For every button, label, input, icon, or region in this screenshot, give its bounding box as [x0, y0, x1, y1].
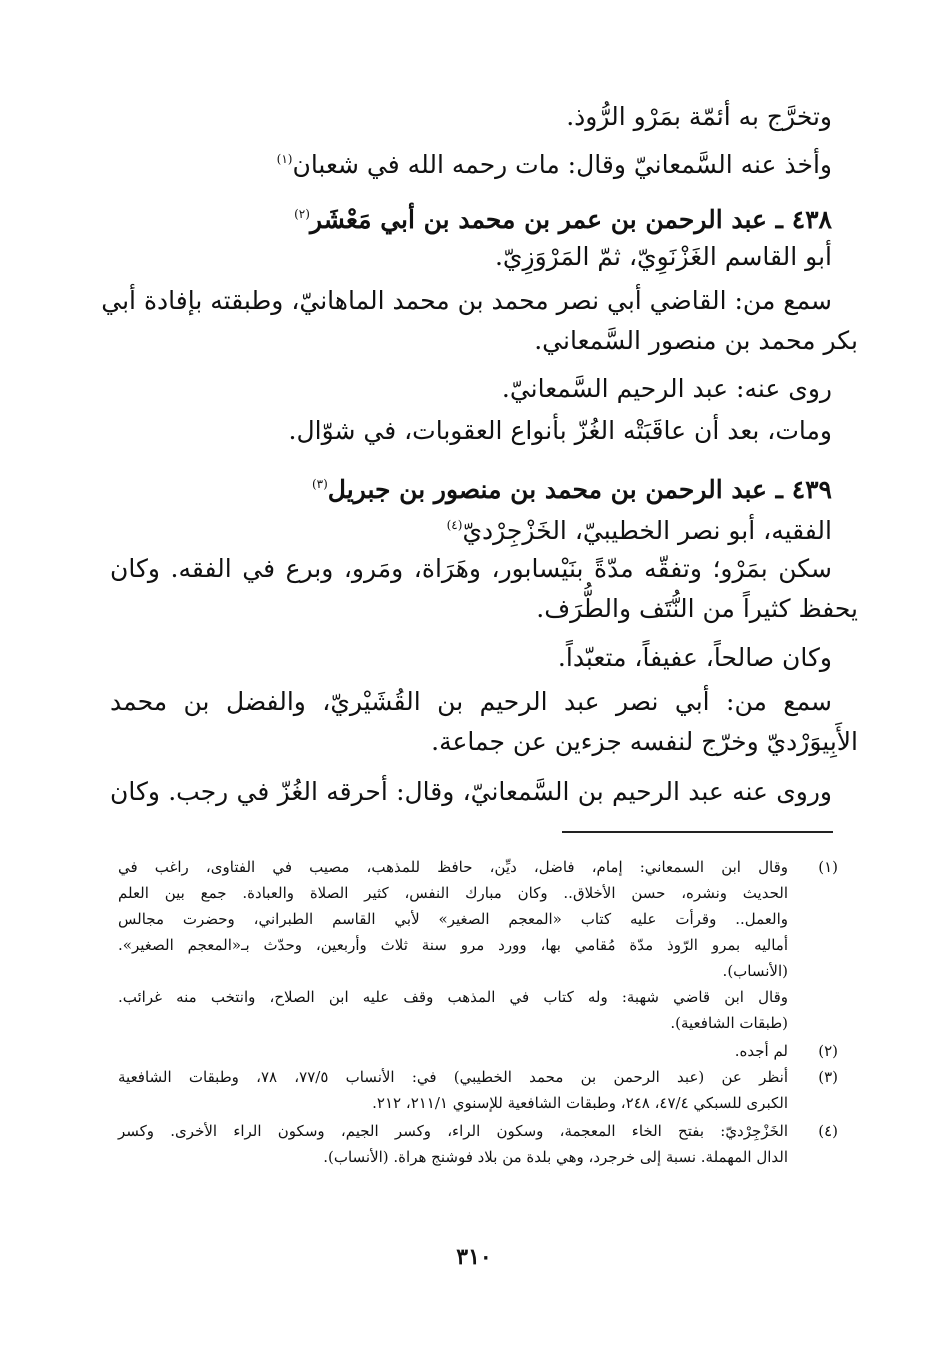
footnote-ref: (٣): [311, 477, 328, 491]
text-line: وكان صالحاً، عفيفاً، متعبّداً.: [557, 643, 832, 672]
page-number: ٣١٠: [456, 1244, 492, 1270]
text-line: وروى عنه عبد الرحيم بن السَّمعانيّ، وقال: أحرقه الغُزّ في رجب. وكان: [110, 777, 832, 806]
footnote-line: وقال ابن السمعاني: إمام، فاضل، ديِّن، حافظ للمذهب، مصيب في الفتاوى، راغب في: [118, 858, 788, 876]
footnote-line: لم أجده.: [734, 1042, 788, 1060]
entry-heading-439: ٤٣٩ ـ عبد الرحمن بن محمد بن منصور بن جبريل$^{(٣)}$: [311, 475, 832, 504]
footnote-number: (١): [818, 858, 838, 876]
footnote-line: (طبقات الشافعية).: [670, 1014, 788, 1032]
text-line: وأخذ عنه السَّمعانيّ وقال: مات رحمه الله في شعبان$^{(١)}$: [276, 150, 832, 179]
text-line: سكن بمَرْو؛ وتفقّه مدّةً بنَيْسابور، وهَرَاة، ومَرو، وبرع في الفقه. وكان: [110, 554, 832, 583]
footnote-line: أنظر عن (عبد الرحمن بن محمد الخطيبي) في: الأنساب ٧٧/٥، ٧٨، وطبقات الشافعية: [118, 1068, 789, 1086]
footnote-line: والعمل.. وقرأت عليه كتاب «المعجم الصغير» لأبي القاسم الطبراني، وحضرت مجالس: [118, 910, 788, 928]
footnote-ref: (٢): [294, 207, 310, 221]
footnote-divider: [562, 831, 833, 833]
footnote-number: (٣): [818, 1068, 838, 1086]
text-line: سمع من: أبي نصر عبد الرحيم بن القُشَيْريّ، والفضل بن محمد: [110, 687, 832, 716]
text-line: روى عنه: عبد الرحيم السَّمعانيّ.: [501, 374, 832, 403]
entry-heading-438: ٤٣٨ ـ عبد الرحمن بن عمر بن محمد بن أبي مَعْشَر$^{(٢)}$: [294, 205, 832, 234]
text-line: سمع من: القاضي أبي نصر محمد بن محمد الماهانيّ، وطبقته بإفادة أبي: [101, 286, 832, 315]
footnote-line: أماليه بمرو الرّوذ مدّة مُقامي بها، وورد مرو سنة ثلاث وأربعين، وحدّث بـ«المعجم الصغير».: [118, 936, 788, 954]
text-line: ومات، بعد أن عاقَبَتْه الغُزّ بأنواع العقوبات، في شوّال.: [288, 416, 832, 445]
footnote-line: الدال المهملة. نسبة إلى خرجرد، وهي بلدة من بلاد فوشنج هراة. (الأنساب).: [323, 1148, 788, 1166]
footnote-line: (الأنساب).: [722, 962, 788, 980]
footnote-ref: (١): [276, 152, 293, 166]
text-line: الأَبِيوَرْديّ وخرّج لنفسه جزءين عن جماعة.: [431, 727, 858, 756]
footnote-line: الكبرى للسبكي ٤٧/٤، ٢٤٨، وطبقات الشافعية للإسنوي ٢١١/١، ٢١٢.: [372, 1094, 788, 1112]
footnote-ref: (٤): [446, 518, 463, 532]
footnote-line: وقال ابن قاضي شهبة: وله كتاب في المذهب وقف عليه ابن الصلاح، وانتخب منه غرائب.: [118, 988, 788, 1006]
text-line: يحفظ كثيراً من النُّتَف والطُّرَف.: [536, 594, 858, 623]
footnote-line: الخَزْجِرْديّ: بفتح الخاء المعجمة، وسكون الراء، وكسر الجيم، وسكون الراء الأخرى. وكسر: [118, 1122, 788, 1140]
text-line: بكر محمد بن منصور السَّمعاني.: [534, 326, 858, 355]
footnote-number: (٢): [818, 1042, 838, 1060]
footnote-number: (٤): [818, 1122, 838, 1140]
footnote-line: الحديث ونشره، حسن الأخلاق.. وكان مبارك النفس، كثير الصلاة والعبادة. جمع بين العلم: [118, 884, 788, 902]
text-line: أبو القاسم الغَزْنَوِيّ، ثمّ المَرْوَزِيّ.: [494, 242, 832, 271]
text-line: وتخرَّج به أئمّة بمَرْو الرُّوذ.: [566, 102, 832, 131]
text-line: الفقيه، أبو نصر الخطيبيّ، الخَزْجِرْديّ$^{(٤)}$: [446, 516, 832, 545]
